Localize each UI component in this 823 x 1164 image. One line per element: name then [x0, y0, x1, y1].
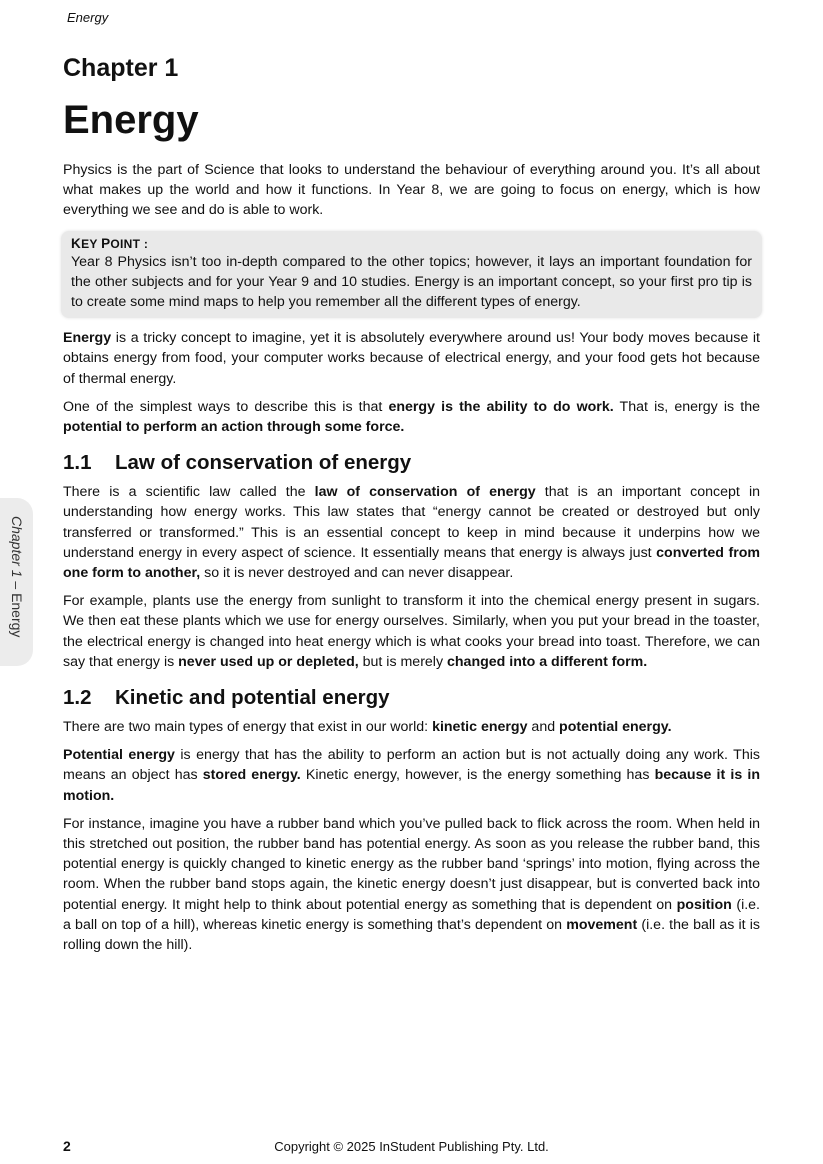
section-heading-1-2: [63, 686, 760, 710]
types-paragraph: [63, 717, 760, 737]
bold-term: converted from one form to another,: [63, 544, 761, 582]
section-number: 1.2: [63, 686, 92, 710]
side-tab-title: Energy: [9, 593, 25, 638]
text-run: There are two main types of energy that exist in our world:: [63, 719, 433, 736]
text-run: but is merely: [358, 653, 447, 670]
section-heading-1-1: [63, 451, 760, 475]
section-number: 1.1: [63, 451, 92, 475]
bold-term: Energy: [63, 330, 112, 347]
key-point-title-k: K: [71, 235, 82, 251]
intro-paragraph: Physics is the part of Science that looks to understand the behaviour of everything around you. It’s all about what makes up the world and how it functions. In Year 8, we are going to focus on energy, which is how everything we see and do is able to work.: [63, 162, 760, 219]
text-run: There is a scientific law called the: [63, 484, 315, 501]
text-run: is a tricky concept to imagine, yet it is absolutely everywhere around us! Your body moves because it obtains energy from food, your computer works because of electrical energy, and your food gets hot because of thermal energy.: [63, 330, 760, 387]
copyright-notice: Copyright © 2025 InStudent Publishing Pty. Ltd.: [274, 1139, 549, 1154]
text-run: so it is never destroyed and can never disappear.: [200, 565, 514, 582]
potential-paragraph: [63, 745, 760, 806]
conservation-paragraph: [63, 482, 760, 583]
key-point-title: [71, 236, 752, 252]
key-point-box: [61, 231, 762, 319]
text-run: One of the simplest ways to describe this is that: [63, 398, 389, 415]
bold-term: changed into a different form.: [447, 653, 648, 670]
text-run: For instance, imagine you have a rubber band which you’ve pulled back to flick across the room. When held in this stretched out position, the rubber band has potential energy. As soon as you release the rubber band, this potential energy is quickly changed to kinetic energy as the rubber band ‘springs’ into motion, flying across the room. When the rubber band stops again, the kinetic energy doesn’t just disappear, but is converted back into potential energy. It might help to think about potential energy as something that is dependent on: [63, 815, 760, 913]
page-content: [63, 52, 760, 963]
bold-term: law of conservation of energy: [314, 484, 536, 501]
bold-term: potential energy.: [559, 719, 672, 736]
bold-term: stored energy.: [202, 767, 301, 784]
key-point-title-ey: EY: [81, 236, 102, 251]
key-point-text: Year 8 Physics isn’t too in-depth compared to the other topics; however, it lays an important foundation for the other subjects and for your Year 9 and 10 studies. Energy is an important concept, so your first pro tip is to create some mind maps to help you remember all the different types of energy.: [71, 253, 752, 311]
rubber-band-paragraph: [63, 814, 760, 955]
chapter-side-tab: [0, 498, 33, 666]
text-run: (i.e. a ball on top of a hill), whereas kinetic energy is something that’s dependent on: [63, 896, 760, 933]
text-run: and: [527, 719, 560, 736]
text-run: (i.e. the ball as it is rolling down the hill).: [63, 916, 760, 954]
side-tab-separator: –: [9, 577, 25, 594]
chapter-title: Energy: [63, 98, 199, 142]
bold-term: movement: [566, 916, 638, 933]
energy-paragraph: [63, 328, 760, 389]
simplest-paragraph: [63, 397, 760, 437]
text-run: Kinetic energy, however, is the energy something has: [300, 767, 655, 784]
text-run: that is an important concept in understanding how energy works. This law states that “energy cannot be created or destroyed but only transferred or transformed.” This is an essential concept to keep in mind because it underpins how we understand energy in every aspect of science. It essentially means that energy is always just: [63, 484, 761, 561]
bold-term: never used up or depleted,: [178, 653, 359, 670]
section-title: Law of conservation of energy: [115, 451, 412, 475]
bold-term: kinetic energy: [432, 719, 528, 736]
side-tab-chapter: Chapter 1: [9, 516, 25, 578]
page-number: 2: [63, 1138, 71, 1154]
example-paragraph: [63, 591, 760, 672]
bold-term: Potential energy: [63, 747, 175, 764]
bold-term: energy is the ability to do work.: [388, 398, 614, 415]
running-header: Energy: [67, 10, 109, 25]
text-run: For example, plants use the energy from sunlight to transform it into the chemical energy present in sugars. We then eat these plants which we use for energy ourselves. Similarly, when you put your bread in the toaster, the electrical energy is changed into heat energy which is what cooks your bread into toast. Therefore, we can say that energy is: [63, 593, 760, 670]
bold-term: potential to perform an action through some force.: [63, 419, 405, 436]
text-run: That is, energy is the: [613, 398, 760, 415]
key-point-title-oint: OINT :: [110, 236, 149, 251]
key-point-title-p: P: [101, 235, 111, 251]
text-run: is energy that has the ability to perform an action but is not actually doing any work. This means an object has: [63, 747, 760, 784]
section-title: Kinetic and potential energy: [115, 686, 390, 710]
side-tab-label: [9, 516, 25, 637]
bold-term: position: [676, 896, 732, 913]
chapter-label: Chapter 1: [63, 54, 179, 82]
bold-term: because it is in motion.: [63, 767, 760, 804]
